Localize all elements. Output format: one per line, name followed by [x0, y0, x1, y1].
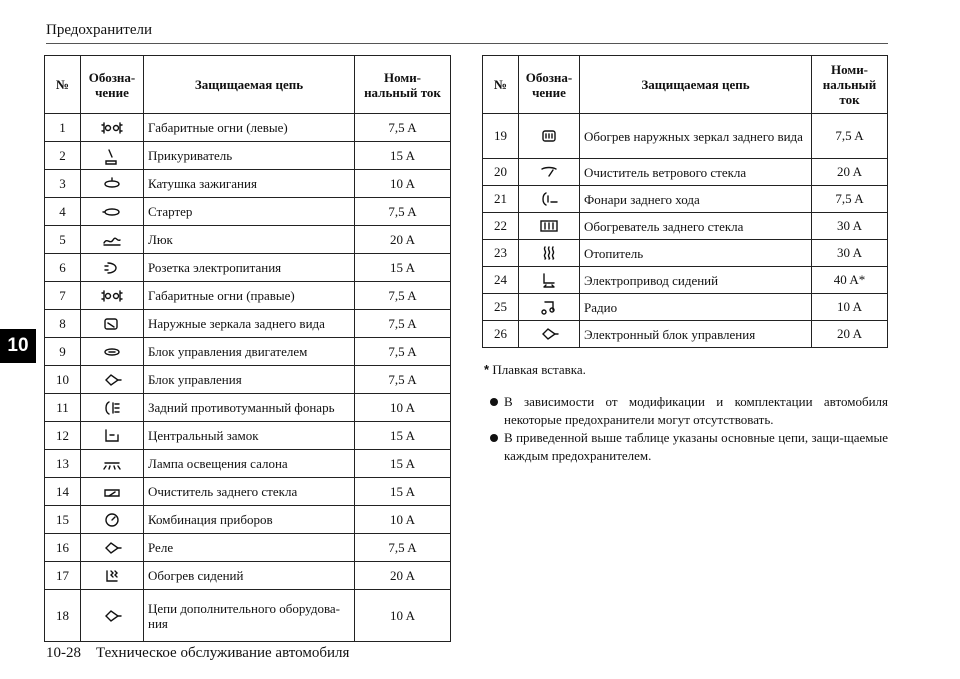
fuse-row — [45, 562, 451, 590]
fuse-row — [45, 534, 451, 562]
col-header-num: № — [45, 56, 81, 114]
fuse-number: 26 — [483, 321, 519, 348]
fuse-rating: 15 A — [355, 254, 451, 282]
room-lamp-icon — [81, 450, 144, 478]
fuse-rating: 40 A* — [812, 267, 888, 294]
fuse-row — [483, 240, 888, 267]
fuse-row — [45, 338, 451, 366]
fuse-rating: 15 A — [355, 478, 451, 506]
fuse-number: 3 — [45, 170, 81, 198]
protected-circuit: Прикуриватель — [144, 142, 355, 170]
note-item — [490, 393, 888, 429]
fuse-row — [45, 310, 451, 338]
protected-circuit: Задний противотуманный фонарь — [144, 394, 355, 422]
fuse-number: 16 — [45, 534, 81, 562]
ignition-coil-icon — [81, 170, 144, 198]
protected-circuit: Наружные зеркала заднего вида — [144, 310, 355, 338]
engine-control-icon — [81, 338, 144, 366]
position-lights-icon — [81, 282, 144, 310]
fuse-rating: 7,5 A — [355, 338, 451, 366]
fuse-rating: 10 A — [355, 394, 451, 422]
footnote-text: Плавкая вставка. — [492, 362, 586, 377]
fuse-row — [483, 213, 888, 240]
fuse-row — [483, 159, 888, 186]
rear-wiper-icon — [81, 478, 144, 506]
fuse-number: 21 — [483, 186, 519, 213]
fuse-rating: 10 A — [355, 590, 451, 642]
fuse-number: 1 — [45, 114, 81, 142]
fuse-rating: 7,5 A — [812, 114, 888, 159]
fuse-rating: 15 A — [355, 422, 451, 450]
fuse-rating: 7,5 A — [355, 366, 451, 394]
fuse-row — [45, 478, 451, 506]
fuse-rating: 30 A — [812, 213, 888, 240]
fuse-number: 4 — [45, 198, 81, 226]
fuse-rating: 7,5 A — [355, 310, 451, 338]
electronic-control-icon — [519, 321, 580, 348]
fuse-rating: 7,5 A — [812, 186, 888, 213]
fuse-number: 10 — [45, 366, 81, 394]
fuse-number: 24 — [483, 267, 519, 294]
protected-circuit: Очиститель ветрового стекла — [580, 159, 812, 186]
seat-heater-icon — [81, 562, 144, 590]
fuse-table-right — [482, 55, 888, 348]
fuse-number: 22 — [483, 213, 519, 240]
fuse-row — [483, 114, 888, 159]
power-seat-icon — [519, 267, 580, 294]
fuse-number: 15 — [45, 506, 81, 534]
fuse-number: 18 — [45, 590, 81, 642]
rear-fog-lamp-icon — [81, 394, 144, 422]
footnote — [484, 362, 586, 378]
power-outlet-icon — [81, 254, 144, 282]
starter-icon — [81, 198, 144, 226]
protected-circuit: Блок управления двигателем — [144, 338, 355, 366]
fuse-number: 12 — [45, 422, 81, 450]
protected-circuit: Блок управления — [144, 366, 355, 394]
manual-title: Техническое обслуживание автомобиля — [96, 645, 350, 661]
fuse-row — [483, 186, 888, 213]
fuse-row — [45, 590, 451, 642]
position-lights-icon — [81, 114, 144, 142]
protected-circuit: Комбинация приборов — [144, 506, 355, 534]
fuse-row — [45, 114, 451, 142]
fuse-number: 8 — [45, 310, 81, 338]
note-text: В приведенной выше таблице указаны основные цепи, защи-щаемые каждым предохранителем. — [504, 430, 888, 463]
fuse-number: 11 — [45, 394, 81, 422]
protected-circuit: Габаритные огни (правые) — [144, 282, 355, 310]
col-header-num: № — [483, 56, 519, 114]
protected-circuit: Катушка зажигания — [144, 170, 355, 198]
col-header-symbol: Обозна-чение — [81, 56, 144, 114]
protected-circuit: Цепи дополнительного оборудова-ния — [144, 590, 355, 642]
fuse-rating: 10 A — [812, 294, 888, 321]
protected-circuit: Люк — [144, 226, 355, 254]
note-text: В зависимости от модификации и комплектации автомобиля некоторые предохранители могут отсутствовать. — [504, 394, 888, 427]
mirror-heater-icon — [519, 114, 580, 159]
protected-circuit: Отопитель — [580, 240, 812, 267]
fuse-rating: 7,5 A — [355, 282, 451, 310]
protected-circuit: Стартер — [144, 198, 355, 226]
notes-list — [490, 393, 888, 465]
fuse-number: 20 — [483, 159, 519, 186]
protected-circuit: Обогрев сидений — [144, 562, 355, 590]
fuse-row — [45, 422, 451, 450]
door-lock-icon — [81, 422, 144, 450]
fuse-number: 14 — [45, 478, 81, 506]
fuse-rating: 20 A — [812, 159, 888, 186]
bullet-icon — [490, 398, 498, 406]
fuse-row — [45, 226, 451, 254]
fuse-row — [45, 450, 451, 478]
protected-circuit: Обогрев наружных зеркал заднего вида — [580, 114, 812, 159]
protected-circuit: Очиститель заднего стекла — [144, 478, 355, 506]
protected-circuit: Габаритные огни (левые) — [144, 114, 355, 142]
fuse-rating: 20 A — [355, 226, 451, 254]
page-number: 10-28 — [46, 645, 81, 661]
fuse-number: 23 — [483, 240, 519, 267]
fuse-row — [483, 321, 888, 348]
fuse-number: 19 — [483, 114, 519, 159]
radio-icon — [519, 294, 580, 321]
bullet-icon — [490, 434, 498, 442]
cigarette-lighter-icon — [81, 142, 144, 170]
fuse-row — [45, 198, 451, 226]
fuse-number: 5 — [45, 226, 81, 254]
fuse-row — [45, 366, 451, 394]
fuse-row — [45, 142, 451, 170]
page-footer — [46, 645, 349, 662]
col-header-symbol: Обозна-чение — [519, 56, 580, 114]
fuse-number: 2 — [45, 142, 81, 170]
fuse-rating: 7,5 A — [355, 534, 451, 562]
outside-mirror-icon — [81, 310, 144, 338]
fuse-rating: 10 A — [355, 506, 451, 534]
sunroof-icon — [81, 226, 144, 254]
fuse-rating: 15 A — [355, 142, 451, 170]
fuse-number: 6 — [45, 254, 81, 282]
fuse-rating: 20 A — [355, 562, 451, 590]
col-header-rating: Номи-нальный ток — [812, 56, 888, 114]
fuse-rating: 30 A — [812, 240, 888, 267]
fuse-row — [45, 254, 451, 282]
relay-icon — [81, 534, 144, 562]
fuse-row — [45, 506, 451, 534]
protected-circuit: Розетка электропитания — [144, 254, 355, 282]
accessory-icon — [81, 590, 144, 642]
protected-circuit: Центральный замок — [144, 422, 355, 450]
fuse-number: 25 — [483, 294, 519, 321]
protected-circuit: Электронный блок управления — [580, 321, 812, 348]
fuse-row — [483, 294, 888, 321]
fuse-row — [45, 170, 451, 198]
meter-icon — [81, 506, 144, 534]
protected-circuit: Электропривод сидений — [580, 267, 812, 294]
col-header-circuit: Защищаемая цепь — [580, 56, 812, 114]
footnote-mark: * — [484, 362, 490, 377]
rear-defogger-icon — [519, 213, 580, 240]
fuse-row — [483, 267, 888, 294]
reversing-lamp-icon — [519, 186, 580, 213]
page-header-title: Предохранители — [46, 22, 152, 38]
protected-circuit: Реле — [144, 534, 355, 562]
fuse-table-left — [44, 55, 451, 642]
fuse-number: 7 — [45, 282, 81, 310]
fuse-number: 13 — [45, 450, 81, 478]
fuse-rating: 20 A — [812, 321, 888, 348]
fuse-rating: 15 A — [355, 450, 451, 478]
col-header-rating: Номи-нальный ток — [355, 56, 451, 114]
fuse-rating: 10 A — [355, 170, 451, 198]
control-unit-icon — [81, 366, 144, 394]
fuse-number: 17 — [45, 562, 81, 590]
protected-circuit: Радио — [580, 294, 812, 321]
note-item — [490, 429, 888, 465]
col-header-circuit: Защищаемая цепь — [144, 56, 355, 114]
fuse-rating: 7,5 A — [355, 114, 451, 142]
windshield-wiper-icon — [519, 159, 580, 186]
fuse-rating: 7,5 A — [355, 198, 451, 226]
heater-icon — [519, 240, 580, 267]
section-tab: 10 — [0, 329, 36, 363]
protected-circuit: Обогреватель заднего стекла — [580, 213, 812, 240]
fuse-number: 9 — [45, 338, 81, 366]
header-rule — [46, 43, 888, 44]
fuse-row — [45, 282, 451, 310]
protected-circuit: Лампа освещения салона — [144, 450, 355, 478]
protected-circuit: Фонари заднего хода — [580, 186, 812, 213]
fuse-row — [45, 394, 451, 422]
